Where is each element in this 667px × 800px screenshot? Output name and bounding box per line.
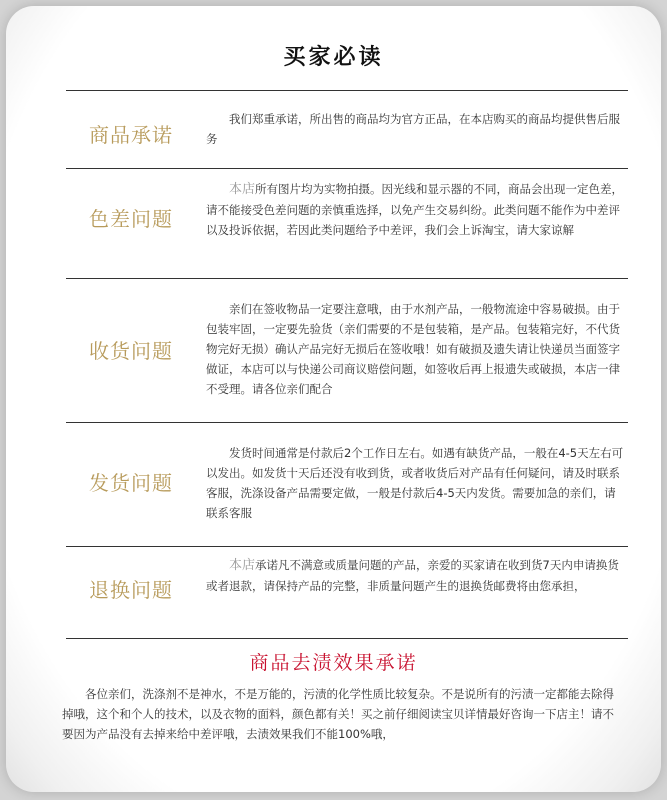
section-receiving bbox=[66, 279, 628, 421]
buyer-notice-page bbox=[6, 6, 661, 792]
section-label: 发货问题 bbox=[89, 471, 173, 495]
section-text: 发货时间通常是付款后2个工作日左右。如遇有缺货产品，一般在4-5天左右可以发出。如发货十天后还没有收到货，或者收货后对产品有任何疑问，请及时联系客服，洗涤设备产品需要定做，一般是付款后4-5天内发货。需要加急的亲们，请联系客服 bbox=[206, 446, 624, 520]
store-prefix: 本店 bbox=[229, 558, 256, 573]
section-label: 收货问题 bbox=[89, 339, 173, 363]
section-text: 本店所有图片均为实物拍摄。因光线和显示器的不同，商品会出现一定色差，请不能接受色差问题的亲慎重选择，以免产生交易纠纷。此类问题不能作为中差评以及投诉依据，若因此类问题给予中差评，我们会上诉淘宝，请大家谅解 bbox=[206, 182, 624, 237]
page-title: 买家必读 bbox=[283, 45, 384, 70]
divider bbox=[66, 638, 628, 639]
section-product-promise bbox=[66, 91, 628, 167]
section-text: 亲们在签收物品一定要注意哦，由于水剂产品，一般物流途中容易破损。由于包装牢固，一定要先验货（亲们需要的不是包装箱，是产品。包装箱完好，不代货物完好无损）确认产品完好无损后在签收哦！如有破损及遗失请让快递员当面签字做证，本店可以与快递公司商议赔偿问题，如签收后再上报遗失或破损，本店一律不受理。请各位亲们配合 bbox=[206, 302, 620, 396]
section-label: 色差问题 bbox=[89, 207, 173, 231]
section-text: 我们郑重承诺，所出售的商品均为官方正品，在本店购买的商品均提供售后服务 bbox=[206, 112, 620, 146]
section-label: 退换问题 bbox=[89, 578, 173, 602]
section-return-exchange bbox=[66, 547, 628, 637]
section-label: 商品承诺 bbox=[89, 123, 173, 147]
promise-title: 商品去渍效果承诺 bbox=[249, 652, 418, 674]
promise-text: 各位亲们，洗涤剂不是神水，不是万能的，污渍的化学性质比较复杂。不是说所有的污渍一定都能去除得掉哦，这个和个人的技术，以及衣物的面料，颜色都有关！买之前仔细阅读宝贝详情最好咨询一下店主！请不要因为产品没有去掉来给中差评哦，去渍效果我们不能100%哦， bbox=[62, 687, 614, 741]
section-text: 本店承诺凡不满意或质量问题的产品，亲爱的买家请在收到货7天内申请换货或者退款，请保持产品的完整，非质量问题产生的退换货邮费将由您承担， bbox=[206, 558, 619, 593]
section-shipping bbox=[66, 423, 628, 545]
section-color-difference bbox=[66, 169, 628, 277]
store-prefix: 本店 bbox=[229, 182, 256, 197]
